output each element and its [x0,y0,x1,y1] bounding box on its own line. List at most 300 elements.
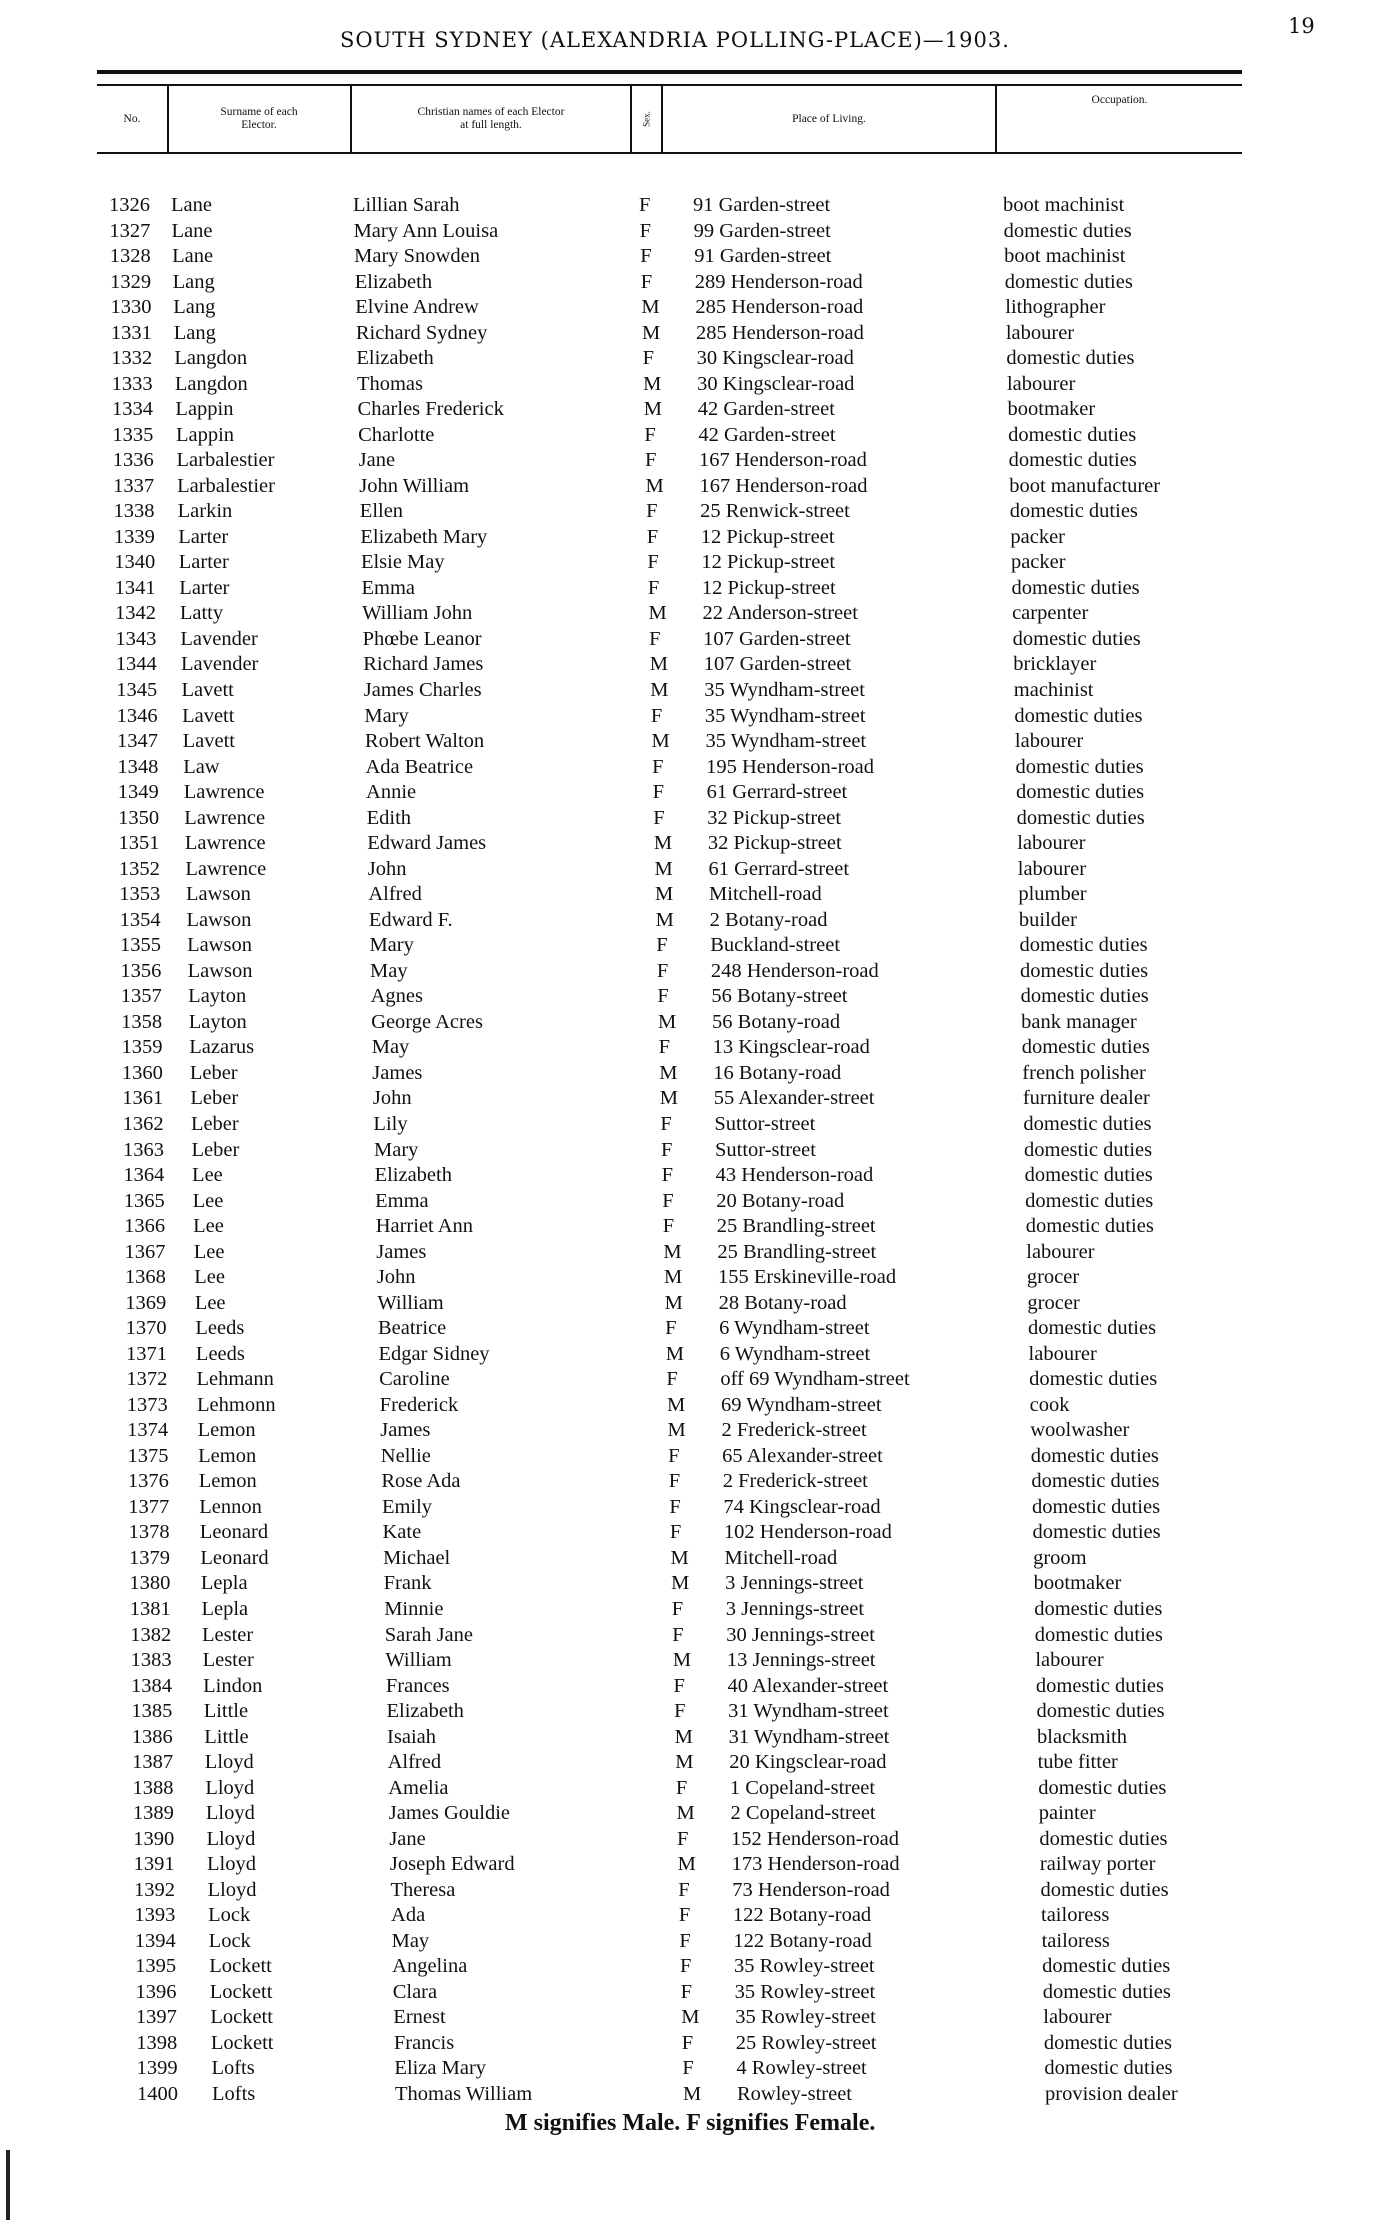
elector-sex: M [645,474,664,497]
elector-occupation: labourer [1028,1342,1097,1365]
elector-number: 1331 [110,321,152,344]
elector-place-of-living: 35 Wyndham-street [704,704,866,727]
elector-christian-names: Robert Walton [364,730,485,753]
table-row [0,1520,1382,1545]
elector-place-of-living: 12 Pickup-street [700,525,835,548]
elector-sex: F [660,1112,672,1135]
elector-occupation: bootmaker [1033,1572,1122,1595]
elector-place-of-living: 20 Kingsclear-road [729,1751,887,1774]
elector-number: 1368 [124,1266,166,1289]
table-row [0,1980,1382,2005]
elector-christian-names: Sarah Jane [384,1623,474,1646]
elector-christian-names: Elizabeth [354,270,433,293]
table-row [0,933,1382,958]
elector-christian-names: May [391,1929,430,1952]
elector-christian-names: James Gouldie [388,1802,511,1825]
elector-surname: Lee [194,1266,225,1289]
table-row [0,1214,1382,1239]
elector-place-of-living: 107 Garden-street [703,627,851,650]
elector-christian-names: John [372,1087,412,1110]
elector-surname: Lloyd [207,1878,257,1901]
table-row [0,295,1382,320]
elector-sex: F [668,1470,681,1493]
elector-christian-names: Frank [383,1572,432,1595]
elector-number: 1355 [119,934,161,957]
elector-christian-names: Thomas [356,372,424,395]
elector-sex: F [647,576,660,599]
elector-christian-names: Mary [364,704,409,727]
elector-sex: F [649,627,661,650]
elector-surname: Lawson [186,908,252,931]
elector-surname: Law [183,755,220,778]
elector-occupation: railway porter [1039,1853,1156,1876]
elector-occupation: woolwasher [1030,1419,1130,1442]
elector-number: 1378 [128,1521,170,1544]
elector-place-of-living: 30 Kingsclear-road [696,347,854,370]
elector-occupation: labourer [1014,730,1084,753]
elector-sex: F [661,1164,673,1187]
elector-sex: M [648,602,667,625]
table-row [0,397,1382,422]
table-row [0,1674,1382,1699]
elector-christian-names: Frederick [379,1393,459,1416]
elector-surname: Lester [202,1623,254,1646]
elector-christian-names: Jane [358,449,396,472]
elector-number: 1372 [126,1368,168,1391]
elector-christian-names: Elsie May [360,551,445,574]
elector-sex: F [671,1597,684,1620]
table-row [0,1061,1382,1086]
elector-sex: M [659,1087,679,1110]
elector-christian-names: Mary Ann Louisa [353,219,499,242]
col-header-christian-names: Christian names of each Elector at full length. [417,106,565,131]
elector-christian-names: Angelina [392,1955,468,1978]
elector-place-of-living: 6 Wyndham-street [719,1342,871,1365]
elector-christian-names: Richard Sydney [355,321,488,344]
elector-surname: Little [203,1700,249,1723]
elector-number: 1396 [135,1980,177,2003]
elector-surname: Lennon [199,1495,262,1518]
table-row [0,1623,1382,1648]
elector-sex: F [642,347,654,370]
table-row [0,908,1382,933]
elector-surname: Lester [202,1649,254,1672]
elector-occupation: domestic duties [1036,1700,1165,1723]
elector-occupation: bootmaker [1007,398,1096,421]
elector-place-of-living: 6 Wyndham-street [719,1317,870,1340]
elector-surname: Lee [194,1291,226,1314]
table-row [0,1138,1382,1163]
elector-sex: M [677,1853,696,1876]
elector-place-of-living: 167 Henderson-road [699,474,868,497]
elector-number: 1328 [109,245,151,268]
elector-sex: F [646,525,659,548]
elector-place-of-living: 20 Botany-road [716,1189,845,1212]
elector-occupation: builder [1018,908,1077,931]
elector-occupation: domestic duties [1039,1827,1168,1850]
elector-sex: F [674,1700,686,1723]
elector-number: 1373 [126,1393,168,1416]
elector-surname: Lavett [181,679,234,701]
table-row [0,1163,1382,1188]
elector-occupation: packer [1010,551,1066,574]
elector-number: 1380 [129,1572,171,1595]
elector-number: 1329 [110,270,152,293]
elector-surname: Lloyd [205,1776,255,1799]
elector-number: 1370 [125,1317,167,1340]
elector-sex: M [666,1393,686,1416]
table-row [0,601,1382,626]
elector-occupation: lithographer [1005,296,1106,319]
elector-occupation: domestic duties [1012,627,1141,650]
elector-place-of-living: Mitchell-road [709,883,822,906]
elector-number: 1339 [113,525,155,548]
elector-place-of-living: 173 Henderson-road [731,1853,900,1876]
elector-christian-names: Amelia [388,1776,449,1799]
elector-christian-names: William [377,1291,444,1314]
header-bottom-rule [97,152,1242,154]
elector-surname: Lofts [212,2083,256,2105]
elector-surname: Lockett [209,1980,273,2003]
elector-place-of-living: 122 Botany-road [733,1929,872,1952]
elector-sex: F [644,449,657,472]
elector-sex: M [653,832,673,855]
elector-christian-names: Elizabeth [356,347,434,370]
elector-number: 1366 [124,1215,166,1238]
elector-christian-names: Edgar Sidney [378,1342,490,1365]
elector-surname: Leber [189,1061,238,1084]
elector-christian-names: Emma [361,576,416,599]
elector-christian-names: Annie [366,781,417,804]
elector-number: 1395 [135,1955,177,1978]
elector-sex: M [649,653,668,676]
elector-occupation: domestic duties [1034,1623,1163,1646]
table-row [0,244,1382,269]
table-row [0,1776,1382,1801]
table-row [0,1291,1382,1316]
elector-number: 1353 [119,883,161,906]
table-row [0,1495,1382,1520]
elector-surname: Lane [171,219,213,242]
elector-place-of-living: 16 Botany-road [713,1061,842,1084]
elector-place-of-living: 107 Garden-street [703,653,852,676]
elector-surname: Lane [172,245,214,268]
elector-place-of-living: 3 Jennings-street [725,1597,865,1620]
elector-occupation: domestic duties [1038,1776,1167,1799]
elector-place-of-living: 91 Garden-street [694,245,832,268]
elector-number: 1382 [130,1623,172,1646]
elector-sex: F [647,551,659,574]
elector-place-of-living: 22 Anderson-street [702,602,858,625]
elector-place-of-living: 25 Renwick-street [700,500,850,523]
elector-christian-names: William John [362,602,473,625]
elector-christian-names: Mary [374,1138,419,1161]
elector-christian-names: Lillian Sarah [353,194,460,216]
elector-christian-names: Mary [369,934,414,957]
table-row [0,1878,1382,1903]
elector-sex: F [673,1674,685,1697]
table-row [0,729,1382,754]
elector-place-of-living: 74 Kingsclear-road [723,1495,881,1518]
elector-sex: M [675,1751,694,1774]
elector-place-of-living: 289 Henderson-road [694,270,863,293]
table-row [0,1189,1382,1214]
table-row [0,1240,1382,1265]
elector-occupation: domestic duties [1016,781,1145,804]
elector-surname: Lavender [180,653,259,676]
elector-number: 1354 [119,908,161,931]
elector-sex: M [664,1291,683,1314]
elector-sex: F [680,1980,693,2003]
elector-occupation: packer [1010,525,1065,548]
elector-place-of-living: 35 Wyndham-street [704,679,865,701]
elector-surname: Lee [193,1215,224,1238]
table-row [0,474,1382,499]
elector-surname: Lappin [175,423,235,446]
elector-number: 1346 [116,704,158,727]
elector-christian-names: Ada [391,1904,426,1927]
elector-number: 1388 [132,1776,174,1799]
elector-occupation: boot machinist [1003,194,1125,216]
elector-occupation: labourer [1026,1240,1095,1263]
elector-christian-names: Frances [385,1674,450,1697]
elector-number: 1349 [117,781,159,804]
elector-surname: Lee [192,1189,224,1212]
elector-place-of-living: 32 Pickup-street [707,806,842,829]
elector-christian-names: Jane [389,1827,426,1850]
elector-number: 1345 [116,679,158,701]
elector-place-of-living: 61 Gerrard-street [708,857,850,880]
elector-place-of-living: Mitchell-road [724,1546,838,1569]
elector-surname: Lockett [210,2031,274,2054]
elector-occupation: labourer [1017,857,1087,880]
elector-christian-names: Kate [382,1521,422,1544]
elector-surname: Leber [190,1087,239,1110]
elector-number: 1362 [122,1112,164,1135]
elector-surname: Langdon [174,347,248,370]
elector-christian-names: Agnes [370,985,423,1008]
elector-christian-names: Thomas William [395,2083,533,2105]
elector-christian-names: Clara [392,1980,438,2003]
elector-number: 1332 [111,347,153,370]
elector-place-of-living: 31 Wyndham-street [728,1725,890,1748]
elector-surname: Leber [190,1112,239,1135]
elector-occupation: domestic duties [1030,1444,1159,1467]
elector-surname: Larbalestier [176,449,275,472]
table-row [0,1750,1382,1775]
elector-number: 1365 [123,1189,165,1212]
elector-place-of-living: 35 Rowley-street [735,2006,876,2029]
table-row [0,1648,1382,1673]
table-row [0,1035,1382,1060]
elector-sex: F [662,1189,674,1212]
elector-occupation: domestic duties [1009,500,1138,523]
table-row [0,2031,1382,2056]
elector-occupation: domestic duties [1014,704,1143,727]
elector-christian-names: Minnie [384,1597,444,1620]
table-row [0,1010,1382,1035]
elector-place-of-living: 155 Erskineville-road [717,1266,897,1289]
elector-occupation: provision dealer [1045,2083,1178,2105]
elector-surname: Lehmann [196,1368,274,1391]
elector-number: 1377 [128,1495,170,1518]
table-row [0,499,1382,524]
table-row [0,1342,1382,1367]
elector-surname: Layton [188,1010,247,1033]
elector-surname: Leonard [200,1546,269,1569]
elector-place-of-living: 69 Wyndham-street [720,1393,882,1416]
elector-occupation: domestic duties [1006,347,1135,370]
elector-place-of-living: 25 Brandling-street [716,1215,876,1238]
elector-number: 1330 [110,296,152,319]
elector-christian-names: John [376,1266,416,1289]
table-row [0,1725,1382,1750]
elector-sex: F [656,959,669,982]
elector-number: 1389 [132,1802,174,1825]
table-row [0,1086,1382,1111]
table-row [0,1852,1382,1877]
elector-occupation: domestic duties [1008,449,1137,472]
elector-occupation: grocer [1027,1291,1080,1314]
elector-christian-names: Rose Ada [381,1470,461,1493]
elector-number: 1352 [118,857,160,880]
elector-occupation: domestic duties [1020,959,1149,982]
elector-sex: M [643,372,662,395]
elector-number: 1391 [133,1853,175,1876]
elector-surname: Lehmonn [197,1393,276,1416]
elector-number: 1326 [109,194,150,216]
elector-number: 1360 [121,1061,163,1084]
elector-surname: Larter [178,551,229,574]
elector-place-of-living: 12 Pickup-street [701,576,836,599]
elector-surname: Lemon [197,1419,256,1442]
elector-place-of-living: 102 Henderson-road [723,1521,892,1544]
elector-christian-names: Beatrice [377,1317,447,1340]
elector-christian-names: Michael [383,1546,451,1569]
elector-christian-names: Lily [373,1112,408,1135]
elector-place-of-living: 2 Frederick-street [722,1470,868,1493]
elector-surname: Larbalestier [177,474,275,497]
elector-sex: F [652,755,664,778]
elector-number: 1337 [113,474,155,497]
elector-number: 1398 [136,2031,178,2054]
table-row [0,448,1382,473]
elector-place-of-living: 152 Henderson-road [731,1827,899,1850]
elector-surname: Lock [208,1904,251,1927]
elector-occupation: domestic duties [1003,219,1132,242]
elector-surname: Lloyd [207,1853,256,1876]
elector-number: 1367 [124,1240,166,1263]
header-top-rule [97,70,1242,74]
elector-sex: F [658,1036,671,1059]
elector-place-of-living: 195 Henderson-road [706,755,875,778]
elector-christian-names: Francis [393,2031,455,2054]
table-row [0,423,1382,448]
elector-occupation: boot manufacturer [1009,474,1161,497]
elector-number: 1350 [118,806,160,829]
elector-place-of-living: 35 Rowley-street [734,1955,875,1978]
table-row [0,270,1382,295]
elector-occupation: painter [1038,1802,1096,1825]
elector-occupation: domestic duties [1043,2031,1172,2054]
elector-occupation: carpenter [1012,602,1089,625]
table-row [0,1546,1382,1571]
elector-christian-names: Richard James [363,653,484,676]
elector-christian-names: George Acres [371,1010,483,1033]
elector-number: 1357 [120,985,162,1008]
elector-surname: Lang [173,296,216,319]
elector-sex: M [650,679,669,701]
elector-number: 1371 [126,1342,168,1365]
table-row [0,525,1382,550]
elector-christian-names: Ellen [359,500,404,523]
elector-occupation: domestic duties [1020,985,1149,1008]
elector-christian-names: Nellie [380,1444,431,1467]
elector-place-of-living: 13 Jennings-street [726,1649,876,1672]
elector-sex: M [659,1061,678,1084]
elector-surname: Lawrence [183,781,265,804]
elector-place-of-living: 248 Henderson-road [710,959,879,982]
elector-christian-names: May [370,959,408,982]
elector-surname: Lloyd [206,1827,256,1850]
elector-sex: M [663,1266,683,1289]
table-row [0,1597,1382,1622]
elector-surname: Lawrence [185,857,267,880]
elector-christian-names: Alfred [368,883,422,906]
table-row [0,1801,1382,1826]
elector-sex: F [650,704,663,727]
elector-occupation: bank manager [1021,1010,1137,1033]
table-row [0,1316,1382,1341]
col-header-surname: Surname of each Elector. [220,106,298,131]
elector-occupation: domestic duties [1025,1189,1154,1212]
table-row [0,1367,1382,1392]
elector-christian-names: Eliza Mary [394,2057,487,2080]
col-header-occupation: Occupation. [1091,94,1148,106]
elector-place-of-living: Suttor-street [714,1112,816,1135]
elector-number: 1342 [115,602,157,625]
elector-place-of-living: 61 Gerrard-street [706,781,848,804]
elector-place-of-living: 73 Henderson-road [732,1878,890,1901]
elector-christian-names: Emily [381,1495,433,1518]
elector-occupation: domestic duties [1024,1164,1153,1187]
elector-surname: Lepla [200,1572,248,1595]
elector-christian-names: John [367,857,407,880]
table-row [0,1418,1382,1443]
elector-christian-names: Edward James [367,832,487,855]
elector-occupation: domestic duties [1029,1368,1158,1391]
elector-sex: M [658,1010,677,1033]
elector-surname: Lawrence [184,832,266,855]
elector-christian-names: Edward F. [368,908,453,931]
table-row [0,857,1382,882]
elector-occupation: domestic duties [1042,1980,1171,2003]
table-row [0,704,1382,729]
elector-sex: F [640,245,652,268]
elector-sex: F [646,500,658,523]
elector-number: 1390 [133,1827,175,1850]
elector-sex: F [678,1904,691,1927]
elector-occupation: groom [1033,1546,1087,1569]
elector-occupation: plumber [1018,883,1087,906]
table-row [0,1393,1382,1418]
elector-occupation: grocer [1026,1266,1080,1289]
elector-sex: M [643,398,662,421]
elector-surname: Larter [178,525,229,548]
elector-surname: Latty [179,602,224,625]
col-header-place-of-living: Place of Living. [792,112,866,125]
elector-sex: F [675,1776,688,1799]
